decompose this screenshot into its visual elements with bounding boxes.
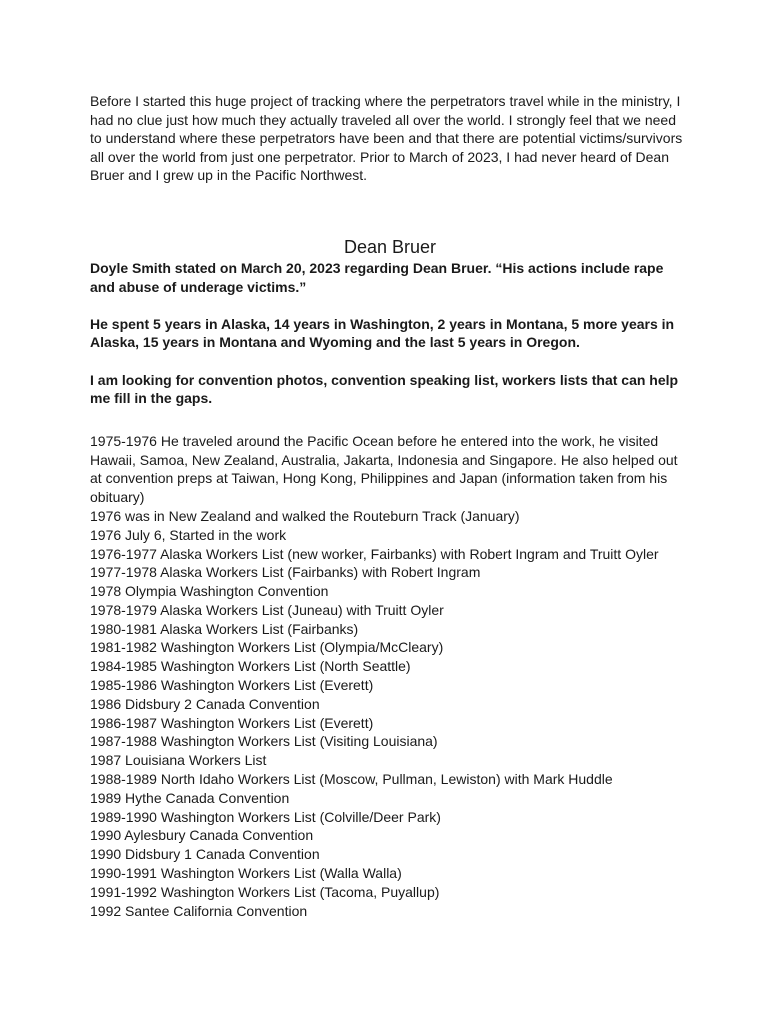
timeline-entry: 1976 July 6, Started in the work — [90, 526, 287, 543]
timeline-entry: 1980-1981 Alaska Workers List (Fairbanks) — [90, 620, 359, 637]
timeline-entry: 1975-1976 He traveled around the Pacific Ocean before he entered into the work, he visited Hawaii, Samoa, New Zealand, Australia, Jakarta, Indonesia and Singapore. He also helped out at convention preps at Taiwan, Hong Kong, Philippines and Japan (information taken from his obituary) — [90, 432, 678, 506]
timeline-entry: 1985-1986 Washington Workers List (Everett) — [90, 677, 374, 694]
timeline-entry: 1990-1991 Washington Workers List (Walla Walla) — [90, 865, 402, 882]
bold-paragraph-summary: He spent 5 years in Alaska, 14 years in Washington, 2 years in Montana, 5 more years in Alaska, 15 years in Montana and Wyoming and the last 5 years in Oregon. — [90, 315, 675, 351]
timeline-entry: 1976 was in New Zealand and walked the Routeburn Track (January) — [90, 507, 520, 524]
timeline-entry: 1990 Didsbury 1 Canada Convention — [90, 846, 320, 863]
section-heading: Dean Bruer — [343, 236, 437, 257]
timeline-entry: 1987 Louisiana Workers List — [90, 752, 267, 769]
bold-paragraph-request: I am looking for convention photos, convention speaking list, workers lists that can help me fill in the gaps. — [90, 371, 679, 407]
timeline-entry: 1981-1982 Washington Workers List (Olympia/McCleary) — [90, 639, 444, 656]
timeline-entry: 1989 Hythe Canada Convention — [90, 789, 290, 806]
timeline-entry: 1992 Santee California Convention — [90, 902, 308, 919]
timeline-entry: 1978 Olympia Washington Convention — [90, 583, 329, 600]
timeline-entry: 1989-1990 Washington Workers List (Colville/Deer Park) — [90, 808, 441, 825]
timeline-entry: 1976-1977 Alaska Workers List (new worker, Fairbanks) with Robert Ingram and Truitt Oyler — [90, 545, 659, 562]
timeline-entry: 1986-1987 Washington Workers List (Everett) — [90, 714, 374, 731]
timeline-entry: 1988-1989 North Idaho Workers List (Moscow, Pullman, Lewiston) with Mark Huddle — [90, 771, 613, 788]
timeline-entry: 1978-1979 Alaska Workers List (Juneau) with Truitt Oyler — [90, 601, 444, 618]
document-page — [90, 92, 690, 920]
timeline-entry: 1987-1988 Washington Workers List (Visiting Louisiana) — [90, 733, 438, 750]
bold-paragraph-quote: Doyle Smith stated on March 20, 2023 regarding Dean Bruer. “His actions include rape and abuse of underage victims.” — [90, 259, 664, 295]
timeline-entry: 1990 Aylesbury Canada Convention — [90, 827, 314, 844]
timeline-entry: 1984-1985 Washington Workers List (North Seattle) — [90, 658, 411, 675]
timeline-entry: 1991-1992 Washington Workers List (Tacoma, Puyallup) — [90, 883, 440, 900]
timeline-list — [90, 432, 690, 921]
intro-paragraph: Before I started this huge project of tracking where the perpetrators travel while in the ministry, I had no clue just how much they actually traveled all over the world. I strongly feel that we need to understand where these perpetrators have been and that there are potential victims/survivors all over the world from just one perpetrator. Prior to March of 2023, I had never heard of Dean Bruer and I grew up in the Pacific Northwest. — [90, 93, 683, 184]
timeline-entry: 1977-1978 Alaska Workers List (Fairbanks) with Robert Ingram — [90, 564, 481, 581]
timeline-entry: 1986 Didsbury 2 Canada Convention — [90, 695, 320, 712]
